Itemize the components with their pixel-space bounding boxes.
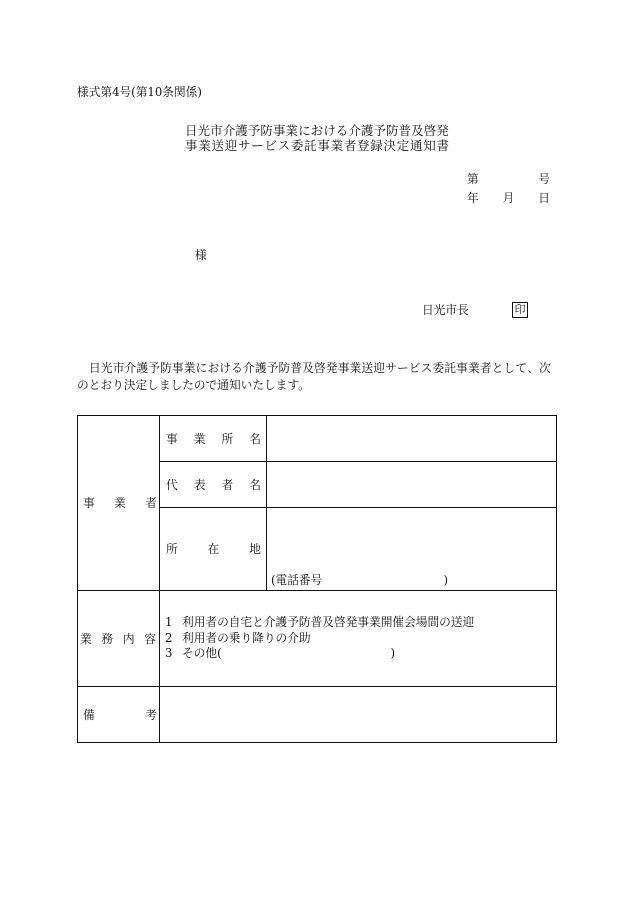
list-item-text: 利用者の自宅と介護予防普及啓発事業開催会場間の送迎: [182, 615, 475, 630]
address-value-cell: [267, 508, 556, 590]
glyph: 業: [285, 123, 299, 138]
seal-mark: 印: [512, 302, 528, 318]
remarks-label: [83, 708, 157, 722]
glyph: 名: [249, 477, 261, 492]
addressee-honorific: 様: [195, 248, 207, 262]
glyph: 代: [166, 477, 178, 492]
glyph: 護: [254, 361, 267, 375]
remarks-value-cell: [160, 687, 556, 742]
sender-name: 日光市長: [422, 303, 469, 317]
glyph: 託: [304, 138, 317, 153]
glyph: 発: [436, 123, 449, 138]
glyph: 予: [266, 361, 279, 375]
glyph: 在: [207, 542, 220, 556]
glyph: 事: [171, 361, 184, 375]
glyph: 内: [122, 631, 135, 646]
glyph: 市: [210, 123, 223, 138]
operator-label: [83, 496, 157, 510]
glyph: お: [207, 361, 220, 375]
glyph: 啓: [423, 123, 437, 138]
glyph: ビ: [264, 138, 277, 153]
document-number: [467, 172, 550, 186]
glyph: お: [310, 123, 324, 138]
glyph: ス: [420, 361, 433, 375]
glyph: 通: [409, 138, 423, 153]
glyph: 発: [325, 361, 338, 375]
date-month-label: 月: [502, 191, 515, 205]
services-list: [160, 615, 474, 662]
glyph: サ: [385, 361, 397, 375]
services-label-cell: [78, 591, 159, 686]
glyph: 書: [436, 138, 449, 153]
glyph: 者: [479, 361, 492, 375]
glyph: 名: [249, 431, 261, 446]
glyph: サ: [237, 138, 251, 153]
glyph: 定: [396, 138, 410, 153]
glyph: と: [491, 361, 504, 375]
glyph: 護: [136, 361, 149, 375]
glyph: 事: [272, 123, 286, 138]
glyph: 者: [145, 496, 157, 510]
glyph: 所: [221, 431, 234, 446]
document-title-line-2: [185, 138, 449, 153]
glyph: 送: [361, 361, 374, 375]
glyph: 託: [444, 361, 457, 375]
document-title: [185, 123, 449, 153]
glyph: て: [515, 361, 528, 375]
glyph: 防: [278, 361, 291, 375]
glyph: 事: [337, 361, 350, 375]
glyph: 市: [112, 361, 125, 375]
glyph: 及: [302, 361, 314, 375]
glyph: 業: [193, 431, 206, 446]
representative-label: [166, 478, 261, 492]
glyph: 委: [432, 361, 445, 375]
glyph: 業: [198, 138, 211, 153]
list-item: [165, 646, 474, 662]
glyph: 事: [83, 496, 95, 510]
glyph: 登: [357, 138, 370, 153]
list-item-number: 2: [165, 630, 173, 645]
glyph: 介: [124, 361, 137, 375]
glyph: 決: [383, 138, 397, 153]
glyph: 委: [290, 138, 304, 153]
notice-body-line-1: [89, 361, 551, 375]
glyph: 務: [101, 631, 114, 646]
list-item: [165, 615, 474, 631]
representative-label-cell: [160, 462, 266, 507]
glyph: 、: [527, 361, 539, 375]
glyph: 業: [80, 631, 92, 646]
glyph: 防: [386, 123, 399, 138]
glyph: 予: [247, 123, 261, 138]
glyph: 護: [360, 123, 374, 138]
table-rule-right: [556, 415, 557, 743]
remarks-label-cell: [78, 687, 159, 742]
services-value-cell: [160, 591, 556, 686]
glyph: ー: [251, 138, 264, 153]
glyph: 普: [290, 361, 303, 375]
table-rule-bottom: [77, 742, 557, 743]
glyph: に: [195, 361, 208, 375]
glyph: 表: [193, 477, 206, 492]
glyph: 者: [221, 477, 234, 492]
glyph: 業: [183, 361, 196, 375]
phone-number-line: [271, 573, 448, 587]
glyph: 知: [423, 138, 436, 153]
list-item-text: 利用者の乗り降りの介助: [182, 630, 311, 645]
date-day-label: 日: [538, 191, 550, 205]
glyph: 迎: [224, 138, 238, 153]
glyph: 業: [349, 361, 362, 375]
glyph: 予: [148, 361, 160, 375]
glyph: け: [323, 123, 336, 138]
glyph: 業: [468, 361, 480, 375]
glyph: 次: [539, 361, 551, 375]
glyph: ス: [277, 138, 291, 153]
notice-body-line-2: のとおり決定しましたので通知いたします。: [77, 378, 310, 392]
glyph: 地: [249, 542, 261, 556]
glyph: 普: [398, 123, 412, 138]
office-name-value-cell: [267, 416, 556, 461]
glyph: 日: [89, 361, 101, 375]
list-item-other: [182, 646, 395, 662]
office-name-label-cell: [160, 416, 266, 461]
services-label: [80, 632, 156, 646]
glyph: 容: [144, 631, 156, 646]
glyph: 事: [185, 138, 198, 153]
glyph: 介: [348, 123, 361, 138]
glyph: る: [335, 123, 349, 138]
glyph: 光: [197, 123, 211, 138]
date-year-label: 年: [467, 191, 479, 205]
glyph: 者: [343, 138, 357, 153]
glyph: 備: [83, 707, 95, 722]
list-item-close: ): [390, 646, 395, 661]
representative-value-cell: [267, 462, 556, 507]
operator-label-cell: [78, 416, 159, 590]
glyph: 録: [370, 138, 383, 153]
glyph: 予: [373, 123, 386, 138]
glyph: け: [219, 361, 231, 375]
decision-table: [77, 415, 557, 743]
address-label: [166, 542, 261, 556]
glyph: 考: [145, 707, 157, 722]
list-item-text: その他(: [182, 646, 222, 661]
glyph: 護: [235, 123, 248, 138]
glyph: ー: [396, 361, 409, 375]
address-label-cell: [160, 508, 266, 590]
issue-date: [467, 191, 550, 205]
glyph: 事: [317, 138, 330, 153]
glyph: 介: [242, 361, 255, 375]
glyph: 業: [114, 496, 126, 510]
glyph: 業: [330, 138, 344, 153]
glyph: 光: [100, 361, 113, 375]
glyph: 啓: [314, 361, 326, 375]
glyph: し: [503, 361, 516, 375]
glyph: る: [231, 361, 243, 375]
office-name-label: [166, 432, 261, 446]
phone-number-close: ): [443, 573, 448, 587]
glyph: 事: [456, 361, 468, 375]
list-item-number: 3: [165, 646, 173, 661]
glyph: 及: [411, 123, 424, 138]
document-number-prefix: 第: [467, 172, 479, 186]
glyph: 所: [166, 542, 178, 556]
document-title-line-1: [185, 123, 449, 138]
glyph: ビ: [408, 361, 421, 375]
glyph: 迎: [373, 361, 385, 375]
list-item: [165, 631, 474, 647]
glyph: 送: [211, 138, 224, 153]
list-item-number: 1: [165, 615, 173, 630]
phone-number-label: (電話番号: [271, 573, 323, 587]
glyph: 事: [166, 431, 178, 446]
form-number: 様式第4号(第10条関係): [77, 85, 202, 99]
glyph: に: [298, 123, 311, 138]
glyph: 介: [222, 123, 236, 138]
glyph: 日: [185, 123, 198, 138]
document-number-suffix: 号: [538, 172, 550, 186]
glyph: 防: [260, 123, 273, 138]
glyph: 防: [160, 361, 172, 375]
